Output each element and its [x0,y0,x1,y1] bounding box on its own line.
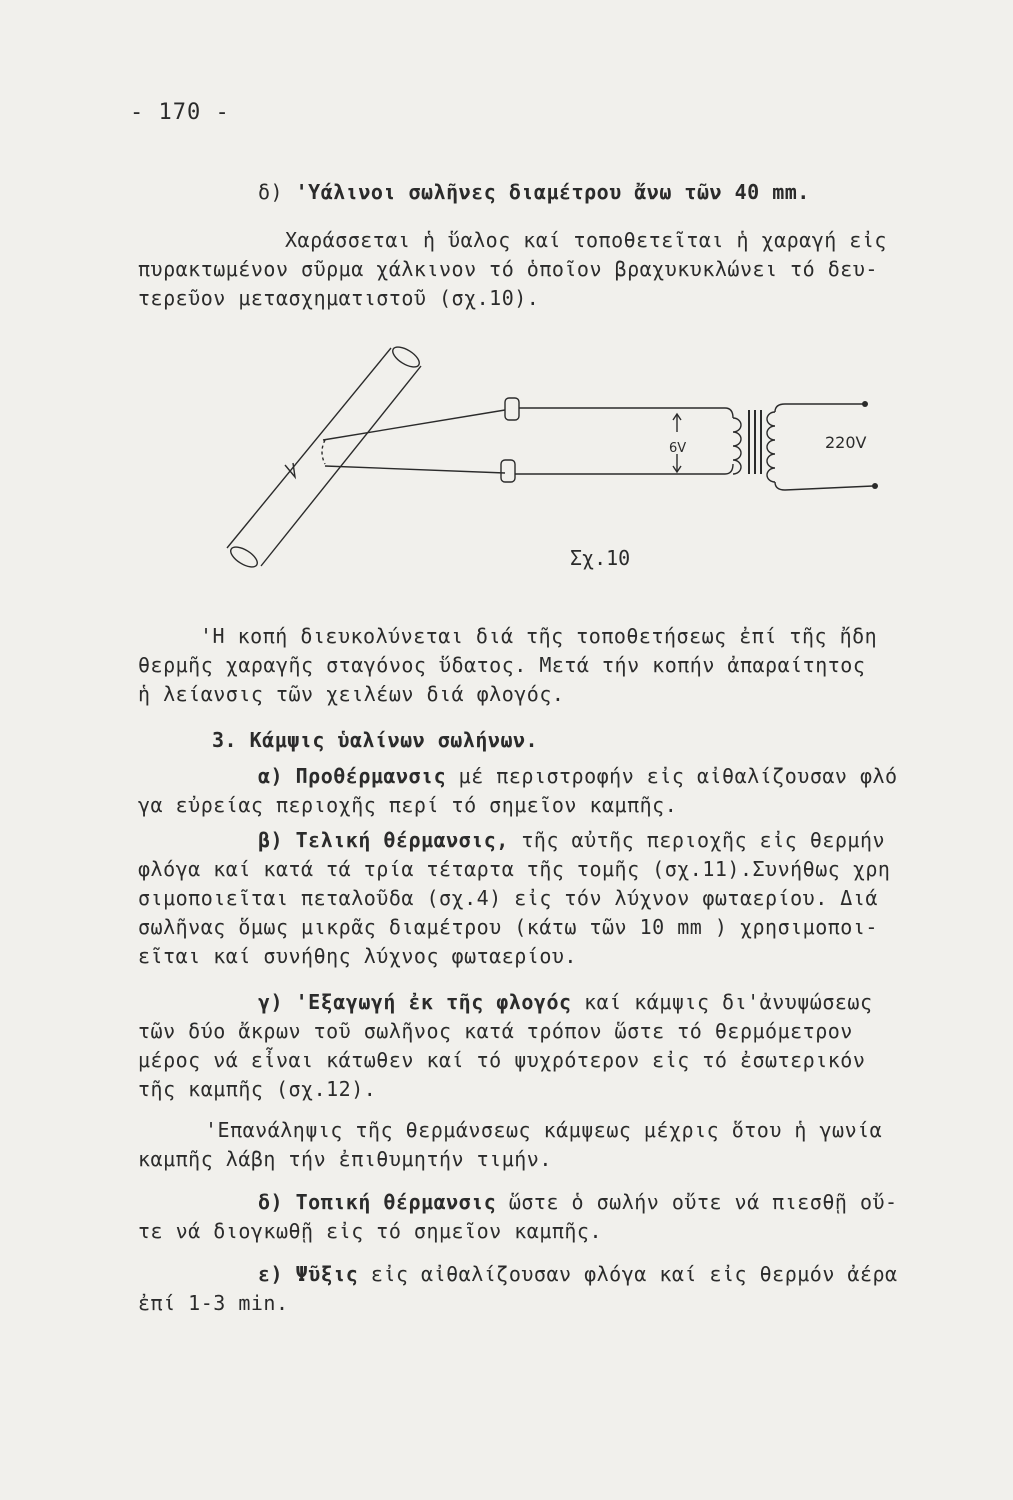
section-d-line-2: πυρακτωμένον σῦρμα χάλκινον τό ὁποῖον βραχυκυκλώνει τό δευ- [138,257,878,281]
item-a-text: μέ περιστροφήν εἰς αἰθαλίζουσαν φλό [446,764,898,788]
section-3-heading: 3. Κάμψις ὑαλίνων σωλήνων. [212,728,539,752]
glass-tube [227,343,422,571]
item-c-label: γ) 'Εξαγωγή ἐκ τῆς φλογός [258,990,572,1014]
item-b-label: β) Τελική θέρμανσις, [258,828,509,852]
item-b-line-4: σωλῆνας ὅμως μικρᾶς διαμέτρου (κάτω τῶν 10 mm ) χρησιμοποι- [138,915,878,939]
secondary-coil [733,418,741,474]
section-d-line-3: τερεῦον μετασχηματιστοῦ (σχ.10). [138,286,540,310]
section-d-line-1: Χαράσσεται ἡ ὕαλος καί τοποθετεῖται ἡ χαραγή εἰς [285,228,887,252]
item-a-line-2: γα εὐρείας περιοχῆς περί τό σημεῖον καμπῆς. [138,793,678,817]
item-b-line-3: σιμοποιεῖται πεταλοῦδα (σχ.4) εἰς τόν λύχνον φωταερίου. Διά [138,886,878,910]
heating-wire [323,410,505,473]
cut-line-2: θερμῆς χαραγῆς σταγόνος ὕδατος. Μετά τήν κοπήν ἀπαραίτητος [138,653,866,677]
item-a-line-1 [258,764,898,788]
primary-coil [767,412,775,482]
item-b-line-2: φλόγα καί κατά τά τρία τέταρτα τῆς τομῆς (σχ.11).Συνήθως χρη [138,857,891,881]
item-e-label: ε) Ψῦξις [258,1262,359,1286]
label-6v: 6V [669,441,687,456]
terminal-bottom [501,460,515,482]
item-d-label: δ) Τοπική θέρμανσις [258,1190,497,1214]
item-e-text: εἰς αἰθαλίζουσαν φλόγα καί εἰς θερμόν ἀέρα [358,1262,898,1286]
item-e-line-2: ἐπί 1-3 min. [138,1291,289,1315]
item-e-line-1 [258,1262,898,1286]
item-b-line-1 [258,828,885,852]
item-d-line-2: τε νά διογκωθῇ εἰς τό σημεῖον καμπῆς. [138,1219,603,1243]
repeat-line-2: καμπῆς λάβη τήν ἐπιθυμητήν τιμήν. [138,1147,552,1171]
item-c-line-2: τῶν δύο ἄκρων τοῦ σωλῆνος κατά τρόπον ὥστε τό θερμόμετρον [138,1019,853,1043]
section-d-label: δ) [258,180,284,204]
cut-line-3: ἡ λείανσις τῶν χειλέων διά φλογός. [138,682,565,706]
item-c-line-3: μέρος νά εἶναι κάτωθεν καί τό ψυχρότερον εἰς τό ἐσωτερικόν [138,1048,866,1072]
cut-line-1: 'Η κοπή διευκολύνεται διά τῆς τοποθετήσεως ἐπί τῆς ἤδη [200,624,878,648]
item-a-label: α) Προθέρμανσις [258,764,447,788]
item-d-line-1 [258,1190,898,1214]
item-b-text: τῆς αὐτῆς περιοχῆς εἰς θερμήν [508,828,886,852]
input-terminal-top [862,401,868,407]
repeat-line-1: 'Επανάληψις τῆς θερμάνσεως κάμψεως μέχρις ὅτου ἡ γωνία [205,1118,883,1142]
terminal-top [505,398,519,420]
figure-10-diagram [225,340,905,600]
input-terminal-bottom [872,483,878,489]
item-d-text: ὥστε ὁ σωλήν οὔτε νά πιεσθῇ οὔ- [496,1190,898,1214]
item-c-line-4: τῆς καμπῆς (σχ.12). [138,1077,377,1101]
section-d-heading [258,180,810,204]
figure-caption: Σχ.10 [570,546,631,570]
section-d-title: 'Υάλινοι σωλῆνες διαμέτρου ἄνω τῶν 40 mm. [295,180,810,204]
item-c-line-1 [258,990,873,1014]
label-220v: 220V [825,433,867,452]
page-number: - 170 - [130,100,230,125]
item-c-text: καί κάμψις δι'ἀνυψώσεως [571,990,873,1014]
item-b-line-5: εῖται καί συνήθης λύχνος φωταερίου. [138,944,577,968]
